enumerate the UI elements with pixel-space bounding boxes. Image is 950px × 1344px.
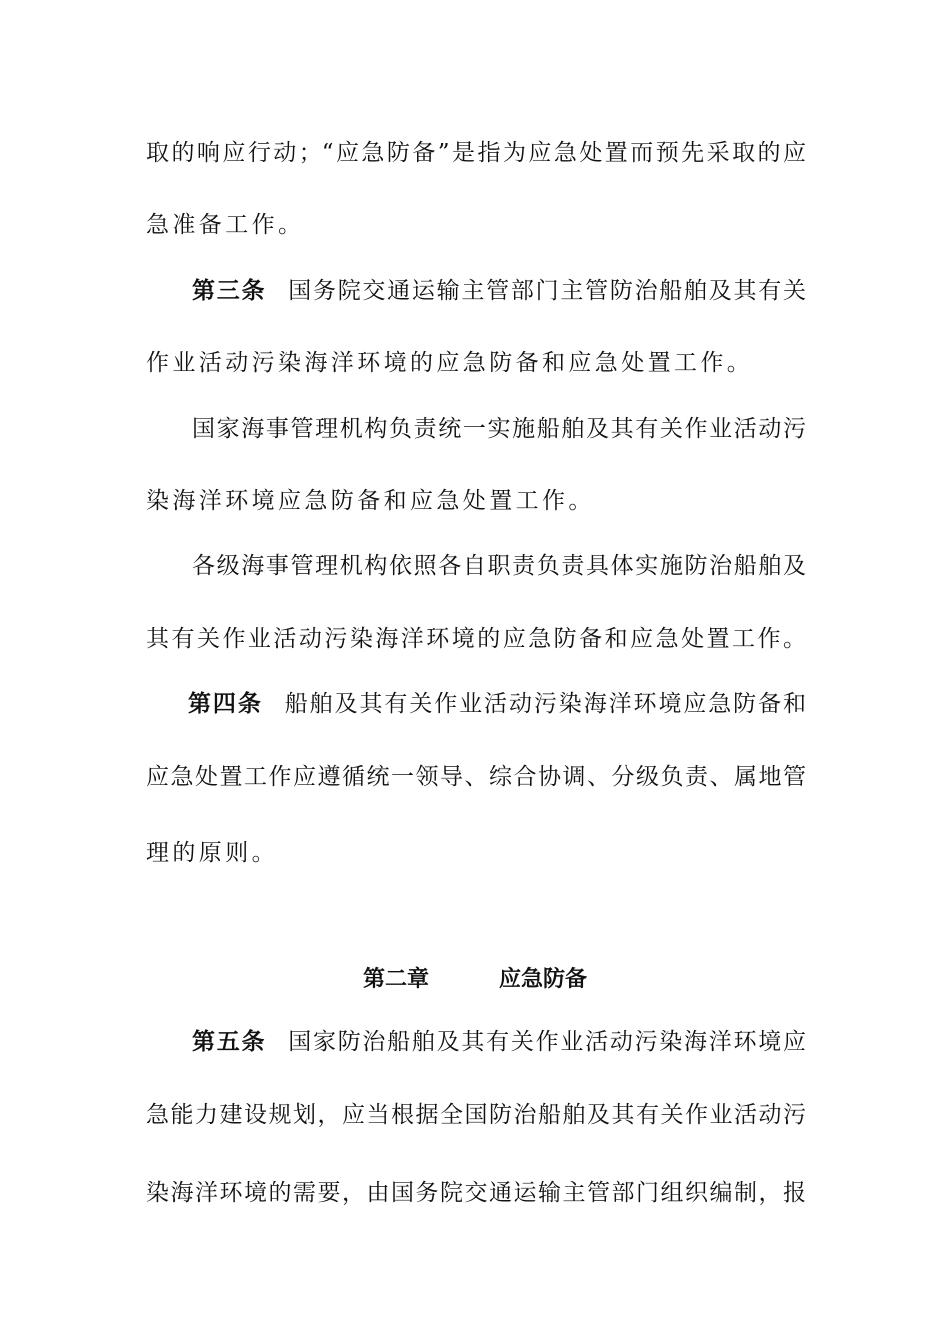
text-line: 应急处置工作应遵循统一领导、综合协调、分级负责、属地管 (146, 764, 806, 790)
chapter-title: 应急防备 (499, 967, 588, 992)
article-text: 国家防治船舶及其有关作业活动污染海洋环境应 (288, 1029, 807, 1055)
chapter-heading (0, 962, 950, 998)
article-5-line (192, 1025, 806, 1059)
paragraph-line: 各级海事管理机构依照各自职责负责具体实施防治船舶及 (192, 553, 806, 579)
text-line: 急准备工作。 (146, 212, 305, 238)
article-text: 船舶及其有关作业活动污染海洋环境应急防备和 (284, 691, 807, 717)
text-line: 理的原则。 (146, 840, 278, 866)
article-number: 第四条 (188, 691, 263, 717)
chapter-number: 第二章 (362, 967, 429, 992)
article-4-line (188, 687, 806, 721)
text-line: 急能力建设规划，应当根据全国防治船舶及其有关作业活动污 (146, 1102, 806, 1128)
text-line: 染海洋环境应急防备和应急处置工作。 (146, 488, 595, 514)
paragraph-line: 国家海事管理机构负责统一实施船舶及其有关作业活动污 (192, 416, 806, 442)
text-line: 取的响应行动；“应急防备”是指为应急处置而预先采取的应 (146, 140, 806, 166)
text-line: 其有关作业活动污染海洋环境的应急防备和应急处置工作。 (146, 626, 806, 652)
article-text: 国务院交通运输主管部门主管防治船舶及其有关 (288, 278, 807, 304)
article-3-line (192, 274, 806, 308)
text-line: 作业活动污染海洋环境的应急防备和应急处置工作。 (146, 350, 754, 376)
article-number: 第三条 (192, 278, 267, 304)
text-line: 染海洋环境的需要，由国务院交通运输主管部门组织编制，报 (146, 1180, 806, 1206)
article-number: 第五条 (192, 1029, 267, 1055)
